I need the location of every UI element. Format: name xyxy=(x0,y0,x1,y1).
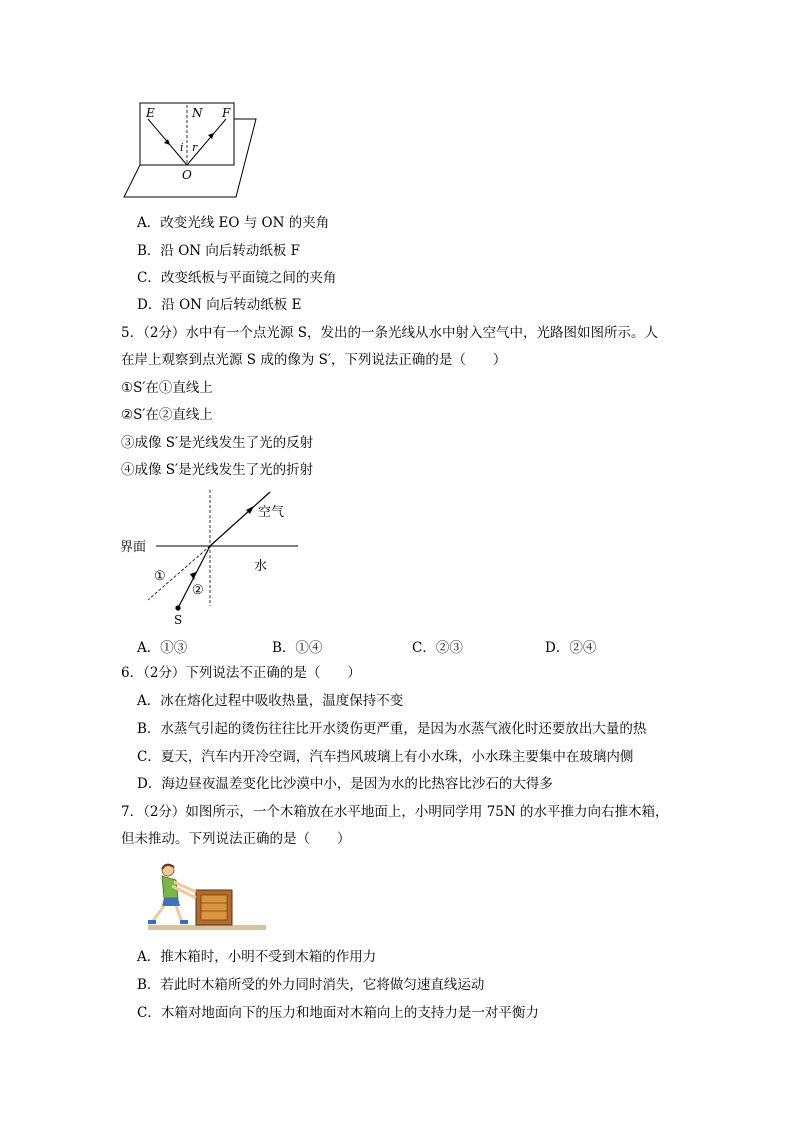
q5-stem-line2: 在岸上观察到点光源 S 成的像为 S′，下列说法正确的是（ ） xyxy=(121,352,507,368)
q5-statement-3: ③成像 S′是光线发生了光的反射 xyxy=(121,435,314,451)
q4-option-a: A．改变光线 EO 与 ON 的夹角 xyxy=(137,215,330,231)
q5-statement-2: ②S′在②直线上 xyxy=(121,407,213,423)
label-air: 空气 xyxy=(258,505,285,520)
q6-option-a: A．冰在熔化过程中吸收热量，温度保持不变 xyxy=(137,693,404,709)
q6-option-d: D．海边昼夜温差变化比沙漠中小，是因为水的比热容比沙石的大得多 xyxy=(137,776,553,792)
boy-shoe-front xyxy=(180,920,188,924)
label-s: S xyxy=(174,613,183,627)
q4-option-d: D．沿 ON 向后转动纸板 E xyxy=(137,297,302,313)
label-water: 水 xyxy=(254,559,268,574)
q5-choice-a: A．①③ xyxy=(137,640,188,656)
q5-choice-b: B．①④ xyxy=(272,640,323,656)
label-f: F xyxy=(222,106,231,120)
label-line-1: ① xyxy=(154,569,166,584)
push-box-figure xyxy=(148,862,266,934)
reflection-figure xyxy=(118,95,268,205)
q7-option-c: C．木箱对地面向下的压力和地面对木箱向上的支持力是一对平衡力 xyxy=(137,1005,539,1021)
q5-choice-c: C．②③ xyxy=(412,640,463,656)
label-r: r xyxy=(192,141,198,154)
q4-option-b: B．沿 ON 向后转动纸板 F xyxy=(137,243,301,259)
q5-statement-4: ④成像 S′是光线发生了光的折射 xyxy=(121,462,314,478)
q6-option-c: C．夏天，汽车内开冷空调，汽车挡风玻璃上有小水珠，小水珠主要集中在玻璃内侧 xyxy=(137,749,634,765)
ground xyxy=(148,925,266,930)
boy-shoe-back xyxy=(148,920,156,924)
point-source-s xyxy=(175,605,180,610)
label-o: O xyxy=(182,168,192,182)
box-inner xyxy=(201,895,227,920)
label-i: i xyxy=(180,141,184,154)
q7-stem-line2: 但未推动。下列说法正确的是（ ） xyxy=(121,831,351,847)
label-e: E xyxy=(146,106,155,120)
q6-stem: 6．（2分）下列说法不正确的是（ ） xyxy=(121,665,361,681)
boy-shorts xyxy=(162,898,180,906)
label-n: N xyxy=(192,106,203,120)
q5-choice-d: D．②④ xyxy=(545,640,597,656)
boy-leg-front xyxy=(176,906,182,922)
q7-option-b: B．若此时木箱所受的外力同时消失，它将做匀速直线运动 xyxy=(137,977,485,993)
q5-stem-line1: 5．（2分）水中有一个点光源 S，发出的一条光线从水中射入空气中，光路图如图所示。人 xyxy=(121,325,658,341)
q7-option-a: A．推木箱时，小明不受到木箱的作用力 xyxy=(137,949,377,965)
label-interface: 界面 xyxy=(120,540,147,555)
q7-stem-line1: 7．（2分）如图所示，一个木箱放在水平地面上，小明同学用 75N 的水平推力向右推木箱， xyxy=(121,804,669,820)
refraction-figure xyxy=(118,488,308,628)
q6-option-b: B．水蒸气引起的烫伤往往比开水烫伤更严重，是因为水蒸气液化时还要放出大量的热 xyxy=(137,721,647,737)
q5-statement-1: ①S′在①直线上 xyxy=(121,380,213,396)
boy-leg-back xyxy=(152,906,164,922)
label-line-2: ② xyxy=(192,583,204,598)
q4-option-c: C．改变纸板与平面镜之间的夹角 xyxy=(137,270,337,286)
